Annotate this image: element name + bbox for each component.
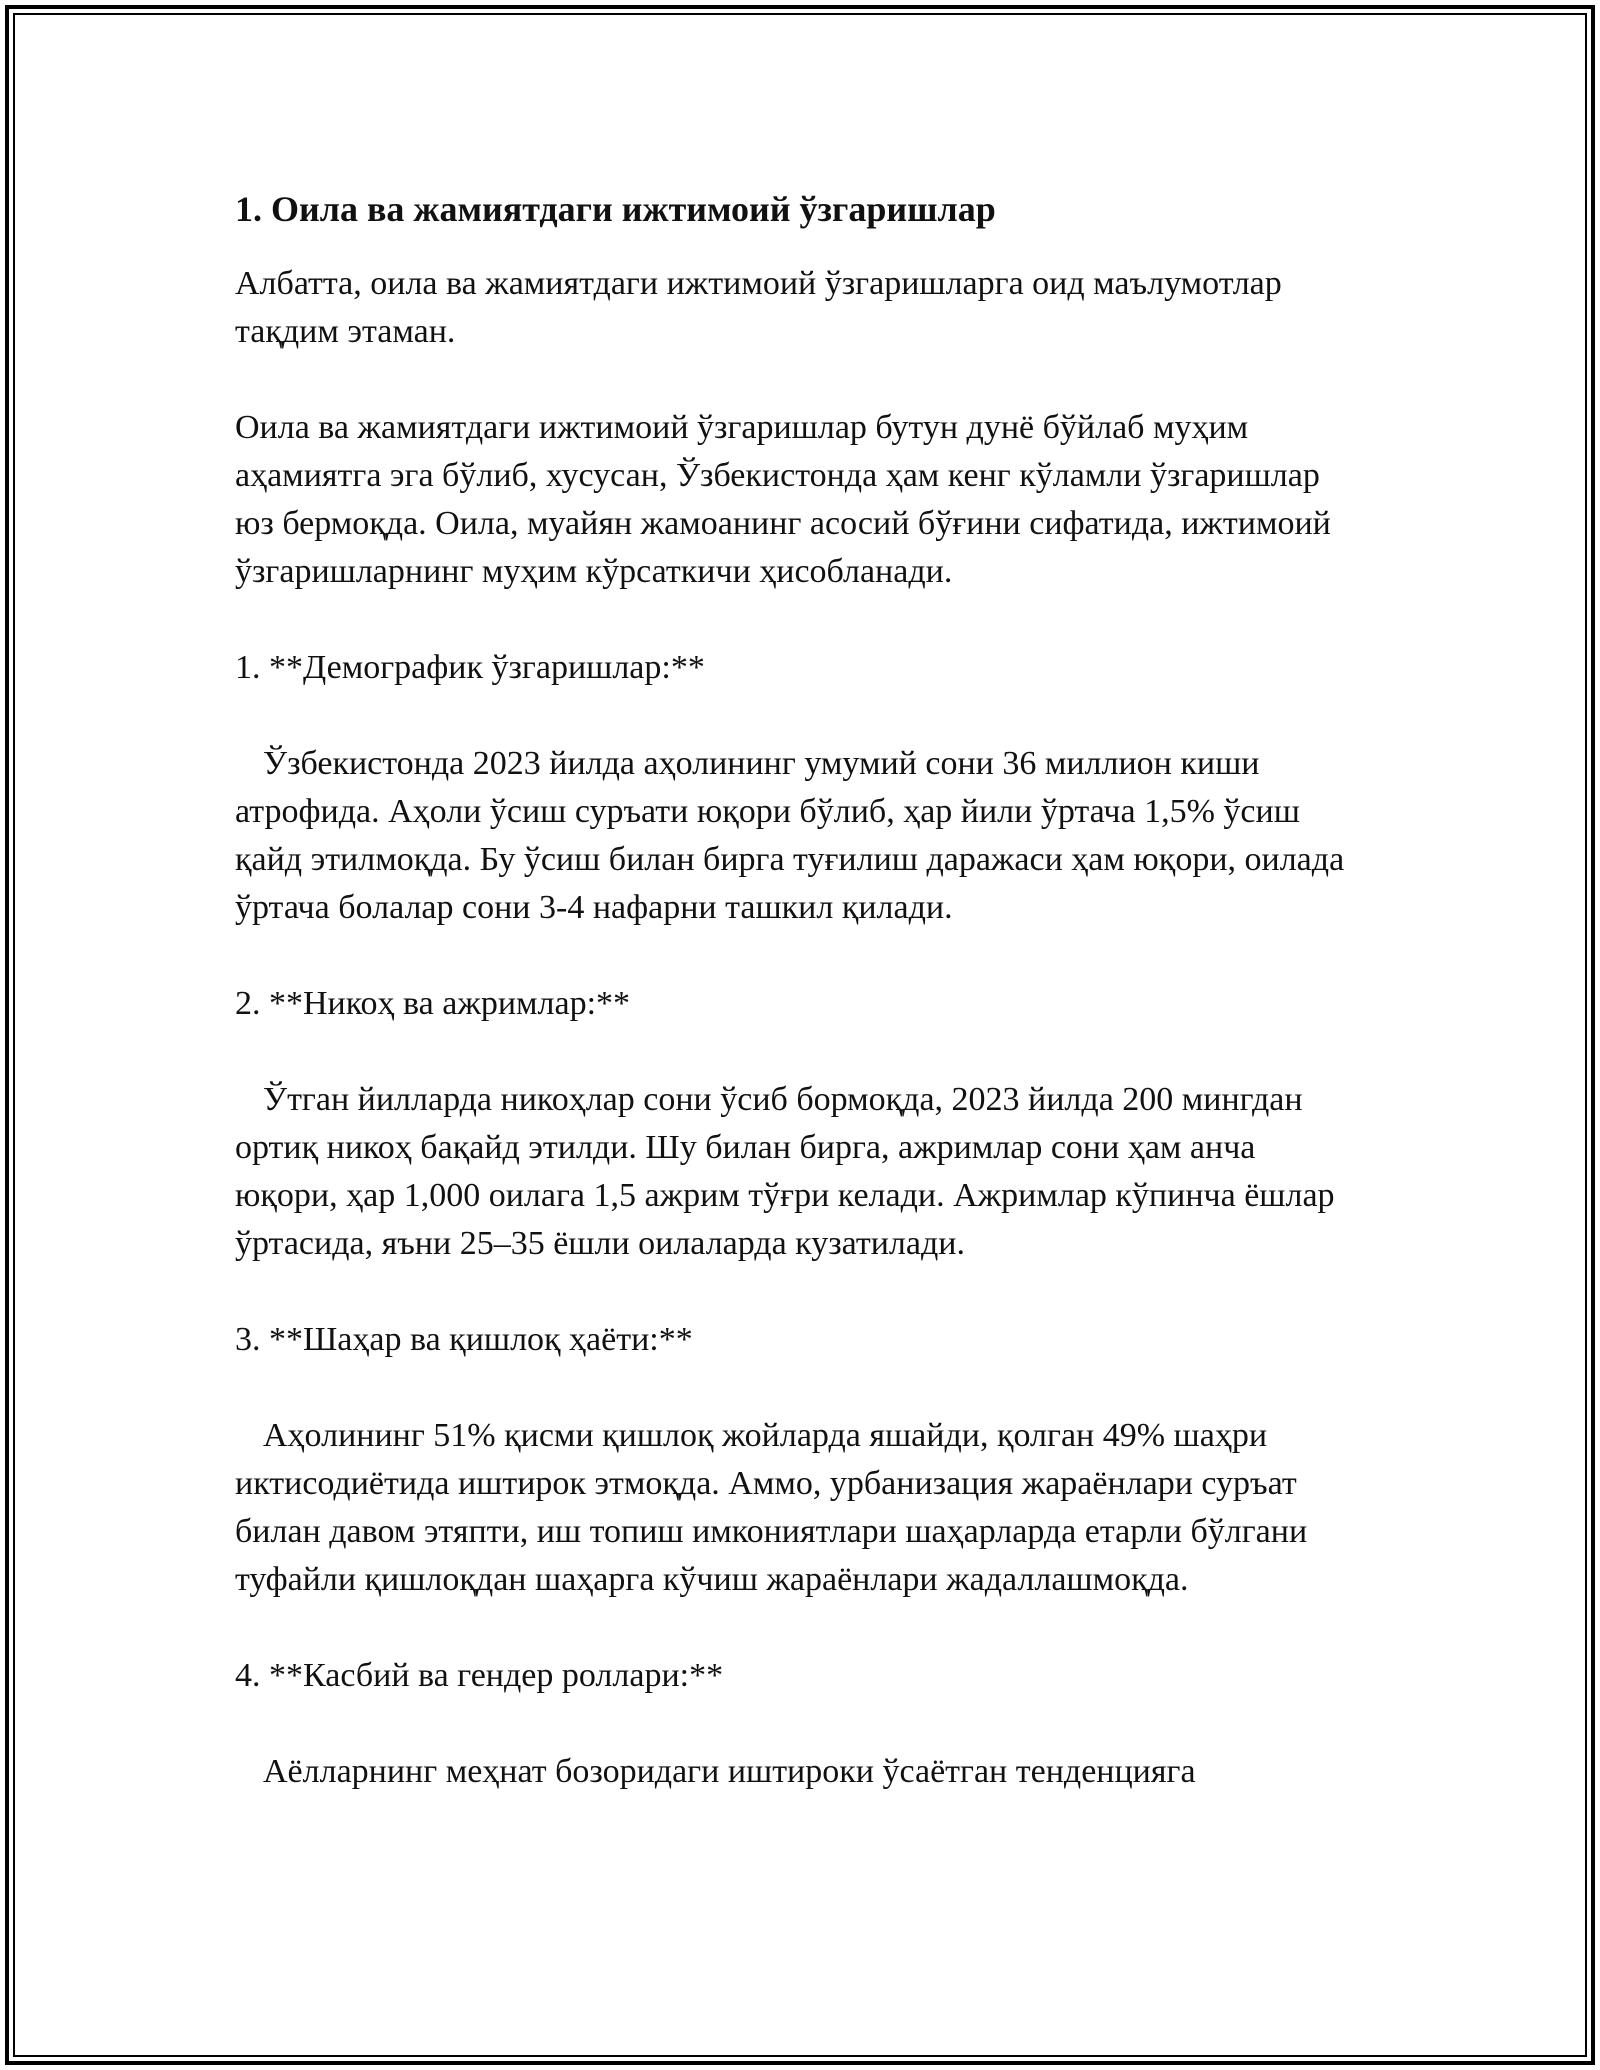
document-title: 1. Оила ва жамиятдаги ижтимоий ўзгаришлар [235,189,996,229]
document-content [235,185,1365,1844]
section-demographic [235,644,1365,932]
intro-paragraph: Албатта, оила ва жамиятдаги ижтимоий ўзгаришларга оид маълумотлар тақдим этаман. [235,265,1282,350]
section-body: Аҳолининг 51% қисми қишлоқ жойларда яшайди, қолган 49% шаҳри иктисодиётида иштирок этмоқда. Аммо, урбанизация жараёнлари суръат билан давом этяпти, иш топиш имкониятлари шаҳарларда етарли бўлгани туфайли қишлоқдан шаҳарга кўчиш жараёнлари жадаллашмоқда. [235,1417,1308,1598]
section-heading: 3. **Шаҳар ва қишлоқ ҳаёти:** [235,1321,693,1358]
section-body: Аёлларнинг меҳнат бозоридаги иштироки ўсаётган тенденцияга [263,1753,1196,1790]
section-marriage [235,980,1365,1268]
section-heading: 1. **Демографик ўзгаришлар:** [235,649,705,686]
intro-paragraph: Оила ва жамиятдаги ижтимоий ўзгаришлар бутун дунё бўйлаб муҳим аҳамиятга эга бўлиб, хусусан, Ўзбекистонда ҳам кенг кўламли ўзгаришлар юз бермоқда. Оила, муайян жамоанинг асосий бўғини сифатида, ижтимоий ўзгаришларнинг муҳим кўрсаткичи ҳисобланади. [235,409,1331,590]
section-heading: 4. **Касбий ва гендер роллари:** [235,1657,724,1694]
section-body: Ўтган йилларда никоҳлар сони ўсиб бормоқда, 2023 йилда 200 мингдан ортиқ никоҳ бақайд этилди. Шу билан бирга, ажримлар сони ҳам анча юқори, ҳар 1,000 оилага 1,5 ажрим тўғри келади. Ажримлар кўпинча ёшлар ўртасида, яъни 25–35 ёшли оилаларда кузатилади. [235,1081,1335,1262]
section-gender-roles [235,1652,1365,1796]
section-body: Ўзбекистонда 2023 йилда аҳолининг умумий сони 36 миллион киши атрофида. Аҳоли ўсиш суръати юқори бўлиб, ҳар йили ўртача 1,5% ўсиш қайд этилмоқда. Бу ўсиш билан бирга туғилиш даражаси ҳам юқори, оилада ўртача болалар сони 3-4 нафарни ташкил қилади. [235,745,1345,926]
section-urban-rural [235,1316,1365,1604]
section-heading: 2. **Никоҳ ва ажримлар:** [235,985,631,1022]
